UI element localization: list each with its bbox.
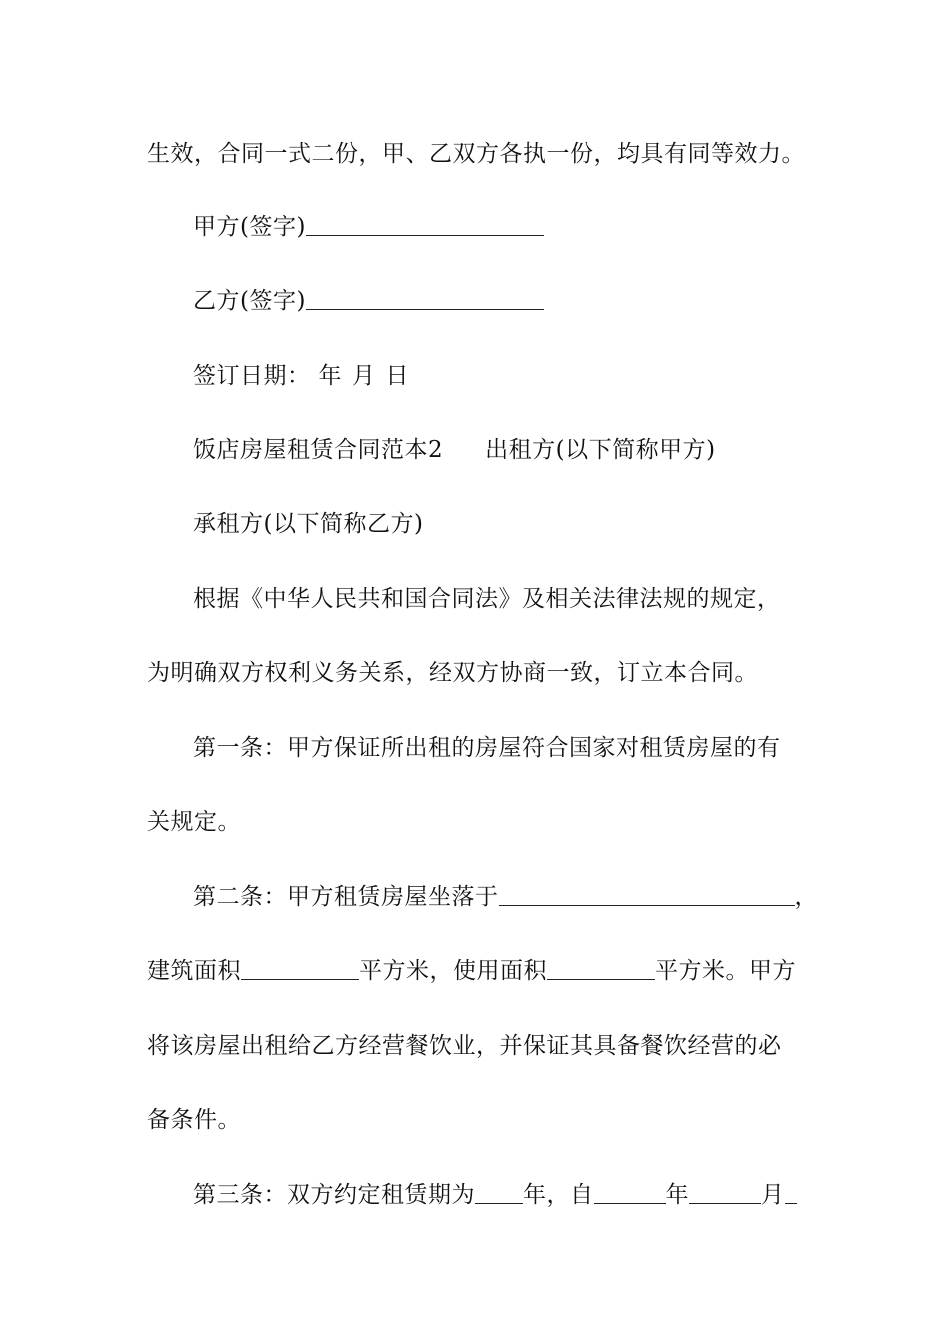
party-a-signature-label: 甲方(签字) xyxy=(193,214,306,240)
article-2-line-3: 将该房屋出租给乙方经营餐饮业，并保证其具备餐饮经营的必 xyxy=(147,1033,782,1059)
start-month-text: 月 xyxy=(761,1182,785,1208)
usable-area-blank[interactable] xyxy=(547,959,655,980)
text-line-8: 为明确双方权利义务关系，经双方协商一致，订立本合同。 xyxy=(147,660,758,686)
party-b-signature-blank[interactable] xyxy=(306,289,544,310)
article-2-line-4: 备条件。 xyxy=(147,1107,241,1133)
article-2-line-1 xyxy=(193,882,818,912)
lease-years-blank[interactable] xyxy=(475,1183,523,1204)
sign-date-line xyxy=(193,361,409,391)
start-year-blank[interactable] xyxy=(594,1183,666,1204)
sign-date-label: 签订日期： xyxy=(193,363,311,389)
article-1-line-2: 关规定。 xyxy=(147,809,241,835)
lessee-label: 承租方(以下简称乙方) xyxy=(193,511,424,537)
party-b-signature-label: 乙方(签字) xyxy=(193,288,306,314)
start-month-blank[interactable] xyxy=(689,1183,761,1204)
article-1-line-1: 第一条：甲方保证所出租的房屋符合国家对租赁房屋的有 xyxy=(193,735,781,761)
article-3-line-1 xyxy=(193,1180,797,1210)
text-line-1: 生效，合同一式二份，甲、乙双方各执一份，均具有同等效力。 xyxy=(147,141,805,167)
date-month-text: 月 xyxy=(352,363,376,389)
lessor-label: 出租方(以下简称甲方) xyxy=(485,437,716,463)
date-day-text: 日 xyxy=(385,363,409,389)
usable-area-label: 平方米，使用面积 xyxy=(359,958,547,984)
location-blank[interactable] xyxy=(499,885,795,906)
date-year-text: 年 xyxy=(318,363,342,389)
party-b-signature-line xyxy=(193,286,544,316)
lease-term-label: 第三条：双方约定租赁期为 xyxy=(193,1182,475,1208)
start-year-text: 年 xyxy=(665,1182,689,1208)
building-area-label: 建筑面积 xyxy=(147,958,241,984)
text-line-7: 根据《中华人民共和国合同法》及相关法律法规的规定， xyxy=(193,586,781,612)
article-2-comma: ， xyxy=(794,884,818,910)
start-day-blank[interactable] xyxy=(785,1183,797,1204)
contract-title: 饭店房屋租赁合同范本2 xyxy=(193,437,444,463)
party-a-signature-line xyxy=(193,212,544,242)
article-2-line-2-tail: 平方米。甲方 xyxy=(655,958,796,984)
article-2-location-label: 第二条：甲方租赁房屋坐落于 xyxy=(193,884,499,910)
building-area-blank[interactable] xyxy=(241,959,359,980)
article-2-line-2 xyxy=(147,956,796,986)
contract-title-line xyxy=(193,435,716,465)
party-a-signature-blank[interactable] xyxy=(306,215,544,236)
lease-from-label: 年，自 xyxy=(523,1182,594,1208)
